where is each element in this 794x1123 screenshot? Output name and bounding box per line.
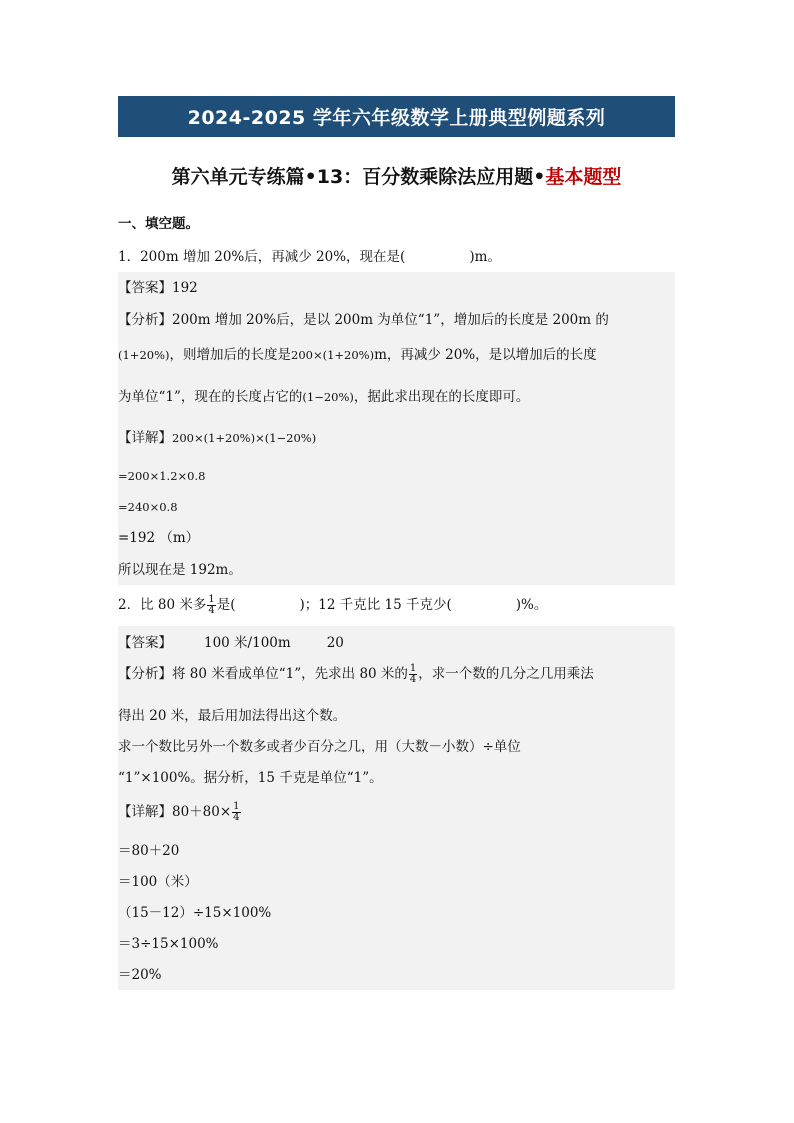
fraction-denominator: 4 [233,812,240,823]
q1-step-1: =200×1.2×0.8 [118,469,206,483]
fraction-denominator: 4 [409,674,417,685]
q2-analysis-text: 【分析】将 80 米看成单位“1”，先求出 80 米的 [118,666,408,682]
series-banner: 2024-2025 学年六年级数学上册典型例题系列 [118,96,675,137]
q2-answer [118,633,344,653]
q1-analysis-line-1: 【分析】200m 增加 20%后，是以 200m 为单位“1”，增加后的长度是 200m 的 [118,312,609,328]
q2-analysis-fraction [409,664,417,685]
fraction-numerator: 1 [208,594,215,605]
q1-conclusion: 所以现在是 192m。 [118,562,242,578]
subtitle-highlight: 基本题型 [545,166,622,188]
q1-expr-length: 200×(1+20%) [291,348,375,362]
q1-analysis-line-3 [118,387,529,407]
q2-fraction [207,595,215,616]
fraction-numerator: 1 [409,663,417,674]
q2-step-1: ＝80＋20 [118,843,180,859]
q2-analysis-line-4: “1”×100%。据分析，15 千克是单位“1”。 [118,770,383,786]
q2-analysis-text: ，求一个数的几分之几用乘法 [418,666,594,682]
section-title: 一、填空题。 [118,216,199,232]
subtitle-main: 第六单元专练篇•13：百分数乘除法应用题• [171,166,546,188]
fraction-numerator: 1 [233,801,240,812]
q1-analysis-text: ，据此求出现在的长度即可。 [353,389,530,405]
q2-text-c: )；12 千克比 15 千克少( [299,597,452,613]
q2-answer-1: 100 米/100m [204,635,291,651]
q2-detail [118,802,242,823]
q1-step-3: =192 （m） [118,530,200,546]
q1-step-2: =240×0.8 [118,500,178,514]
q1-analysis-text: 为单位“1”，现在的长度占它的 [118,389,303,405]
q2-answer-label: 【答案】 [118,635,172,651]
q2-step-5: ＝20% [118,967,162,983]
q2-step-2: ＝100（米） [118,874,198,890]
q2-text-a: 2．比 80 米多 [118,597,207,613]
q2-analysis-line-2: 得出 20 米，最后用加法得出这个数。 [118,708,347,724]
q2-text-b: 是( [216,597,236,613]
q1-detail-label: 【详解】 [118,430,172,446]
q2-step-3: （15－12）÷15×100% [118,905,272,921]
q1-text-b: )m。 [469,249,501,265]
q1-detail [118,428,316,448]
q1-expr-decrease: (1−20%) [302,390,354,404]
q1-analysis-text: ，则增加后的长度是 [169,347,291,363]
fraction-denominator: 4 [208,605,215,616]
q1-text-a: 1．200m 增加 20%后，再减少 20%，现在是( [118,249,406,265]
q2-detail-expr: 80＋80× [172,804,232,820]
q2-step-4: ＝3÷15×100% [118,936,219,952]
q2-analysis-line-1 [118,664,594,685]
q1-analysis-line-2 [118,345,597,365]
question-1 [118,247,501,267]
q1-analysis-text: m，再减少 20%，是以增加后的长度 [374,347,597,363]
worksheet-subtitle [118,162,675,189]
q2-detail-fraction [232,802,240,823]
question-2 [118,595,547,616]
q2-text-d: )%。 [515,597,548,613]
q1-expr-increase: (1+20%) [118,348,170,362]
q2-answer-2: 20 [326,635,344,651]
q2-analysis-line-3: 求一个数比另外一个数多或者少百分之几，用（大数－小数）÷单位 [118,739,521,755]
q1-answer: 【答案】192 [118,280,198,296]
q2-detail-label: 【详解】 [118,804,172,820]
q1-detail-expr: 200×(1+20%)×(1−20%) [172,431,317,445]
